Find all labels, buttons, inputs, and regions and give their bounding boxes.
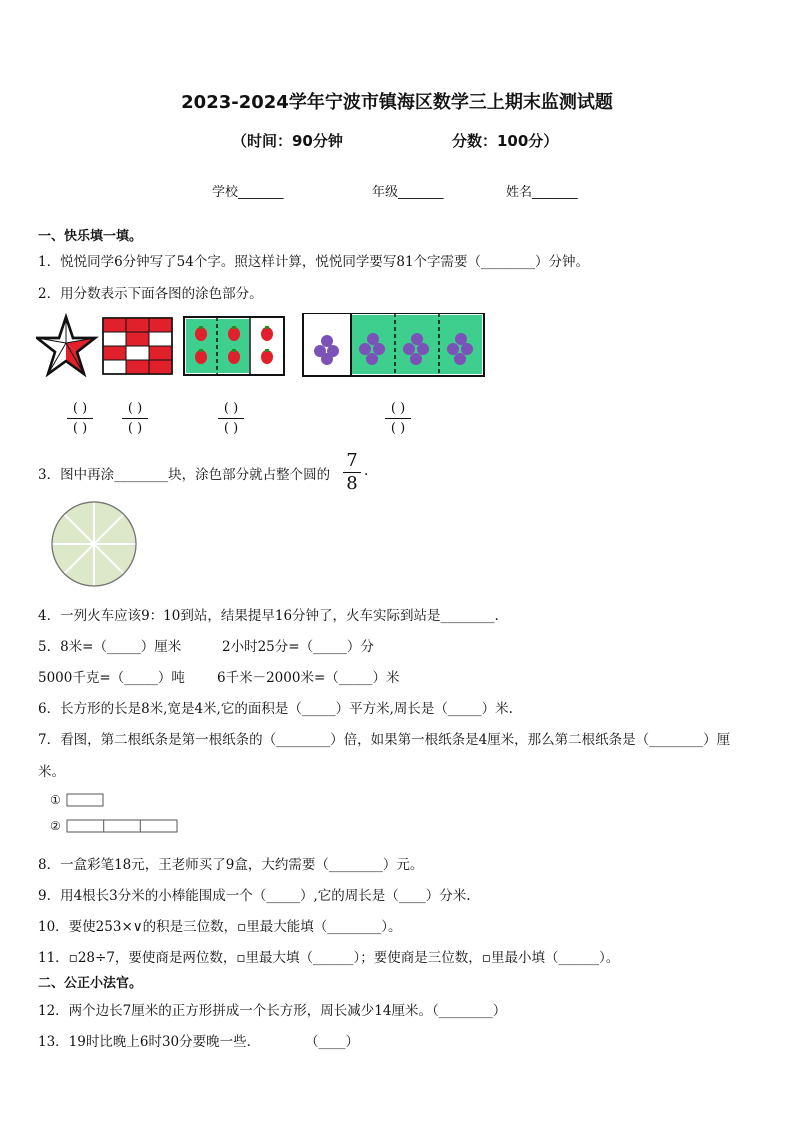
circle-pie-figure [50, 500, 138, 588]
q2-figures [36, 313, 496, 379]
fraction-answer-2[interactable]: ( ) ( ) [122, 400, 148, 437]
page-title: 2023-2024学年宁波市镇海区数学三上期末监测试题 [181, 92, 613, 113]
strip-label-1: ① [50, 793, 61, 807]
question-5a: 5．8米=（_____）厘米 [38, 639, 182, 655]
question-12: 12．两个边长7厘米的正方形拼成一个长方形，周长减少14厘米。（________） [38, 1003, 507, 1019]
exam-score: 分数：100分） [452, 132, 559, 150]
question-5c: 5000千克=（_____）吨 [38, 670, 185, 686]
grade-field: 年级_______ [372, 185, 444, 200]
exam-time: （时间：90分钟 [232, 132, 343, 150]
school-field: 学校_______ [212, 185, 284, 200]
strawberry-figure [184, 317, 284, 375]
question-7: 7．看图，第二根纸条是第一根纸条的（________）倍，如果第一根纸条是4厘米，那么第二根纸条是（________）厘 [38, 732, 731, 748]
section-heading-2: 二、公正小法官。 [38, 976, 143, 991]
question-11: 11．▫28÷7，要使商是两位数，▫里最大填（______）；要使商是三位数，▫里最小填（______）。 [38, 950, 620, 966]
question-5b: 2小时25分=（_____）分 [222, 639, 374, 655]
question-2: 2．用分数表示下面各图的涂色部分。 [38, 286, 263, 302]
question-6: 6．长方形的长是8米,宽是4米,它的面积是（_____）平方米,周长是（_____）米. [38, 701, 513, 717]
fraction-answer-3[interactable]: ( ) ( ) [218, 400, 244, 437]
name-field: 姓名_______ [506, 185, 578, 200]
seven-eighths-fraction: 7 8 [343, 451, 361, 494]
grid-figure [103, 318, 172, 374]
section-heading-1: 一、快乐填一填。 [38, 229, 143, 244]
grape-figure [303, 313, 484, 376]
fraction-answer-1[interactable]: ( ) ( ) [67, 400, 93, 437]
question-10: 10．要使253×∨的积是三位数，▫里最大能填（________）。 [38, 919, 402, 935]
question-13-blank[interactable]: （____） [305, 1034, 359, 1050]
star-figure [37, 317, 95, 374]
question-7-end: 米。 [38, 764, 65, 780]
question-9: 9．用4根长3分米的小棒能围成一个（_____）,它的周长是（____）分米. [38, 888, 471, 904]
question-4: 4．一列火车应该9：10到站，结果提早16分钟了，火车实际到站是________. [38, 608, 499, 624]
question-3: 3．图中再涂________块，涂色部分就占整个圆的 [38, 467, 331, 483]
question-8: 8．一盒彩笔18元，王老师买了9盒，大约需要（________）元。 [38, 857, 424, 873]
question-13: 13．19时比晚上6时30分要晚一些． [38, 1034, 261, 1050]
fraction-answer-4[interactable]: ( ) ( ) [385, 400, 411, 437]
strip-label-2: ② [50, 819, 61, 833]
question-1: 1．悦悦同学6分钟写了54个字。照这样计算，悦悦同学要写81个字需要（________）分钟。 [38, 254, 590, 270]
question-5d: 6千米－2000米=（_____）米 [217, 670, 400, 686]
paper-strips-figure [66, 793, 181, 835]
